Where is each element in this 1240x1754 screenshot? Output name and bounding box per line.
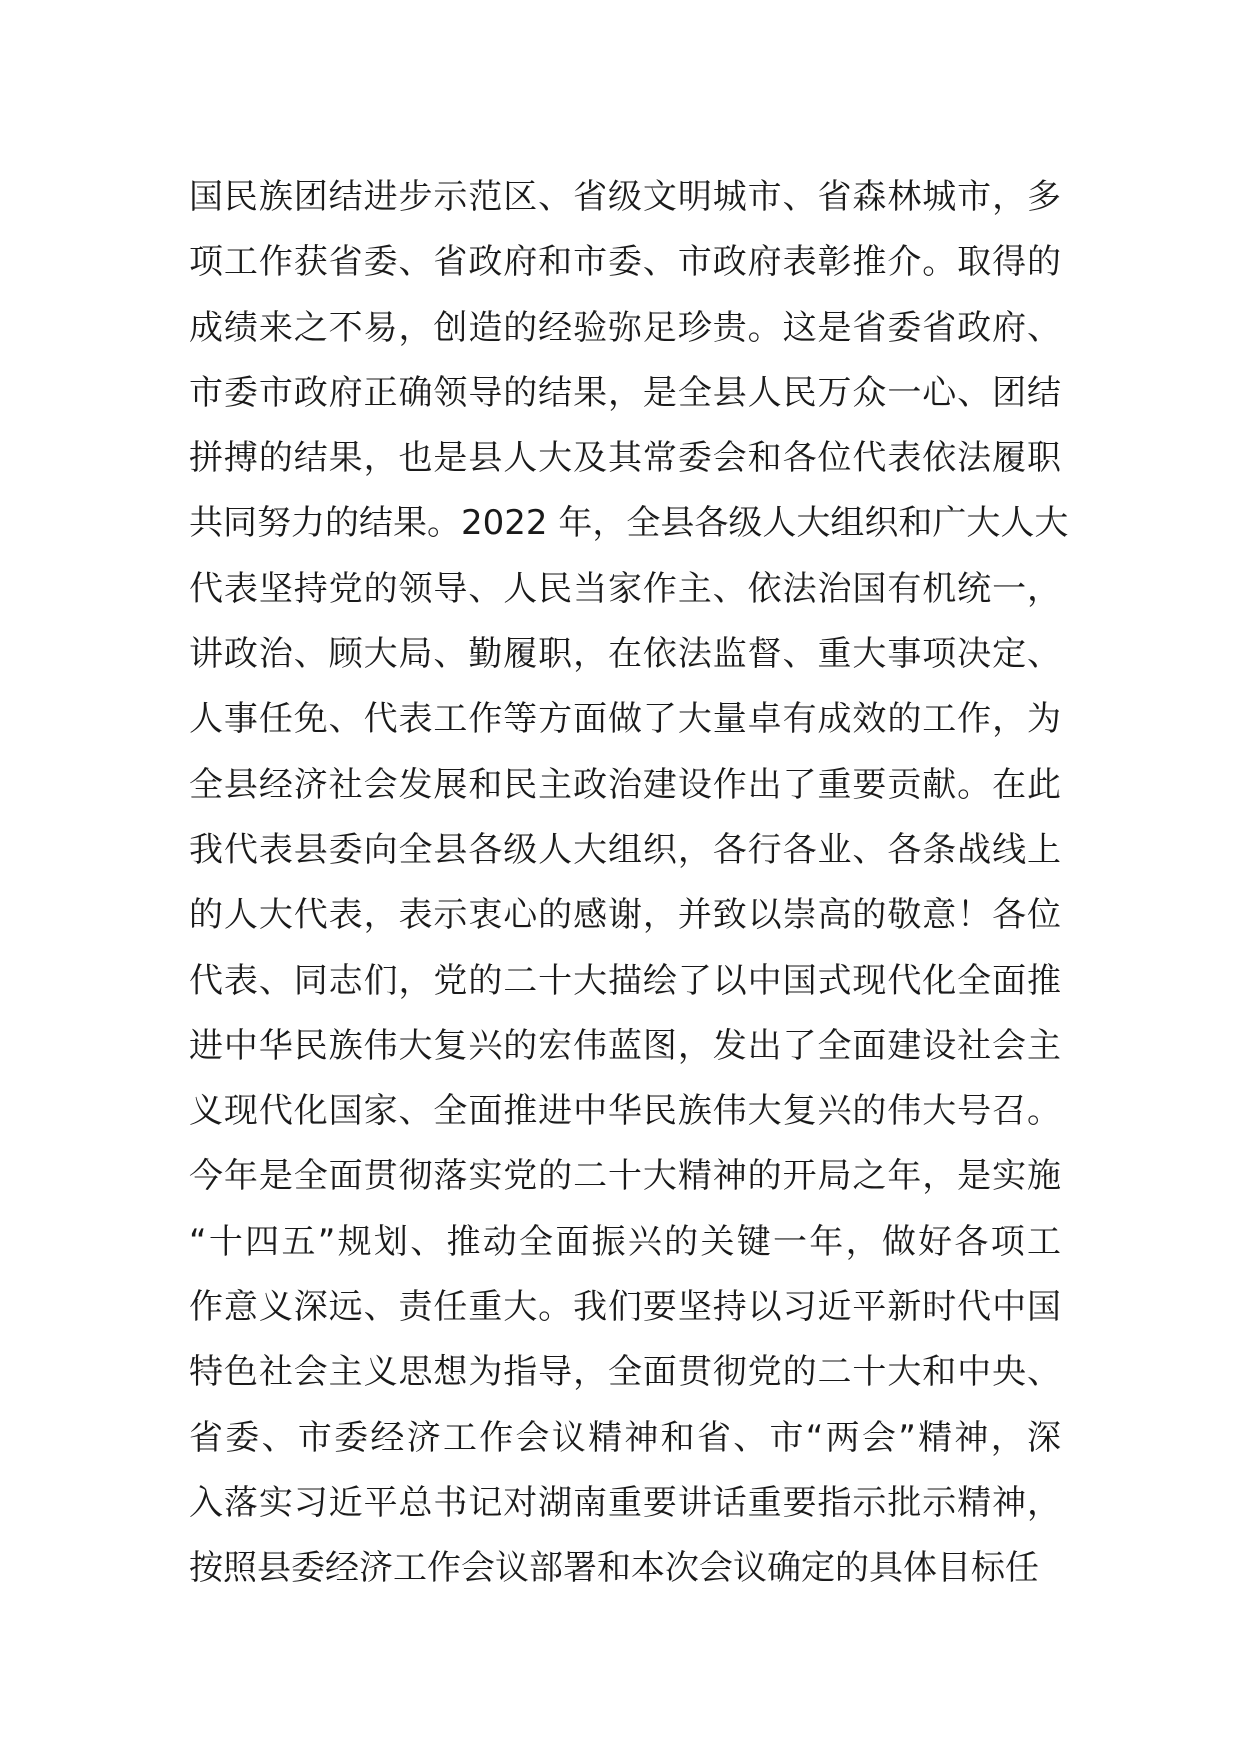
text-line: 人事任免、代表工作等方面做了大量卓有成效的工作，为 xyxy=(189,699,1061,740)
text-line: 的人大代表，表示衷心的感谢，并致以崇高的敬意！各位 xyxy=(189,895,1061,936)
body-text xyxy=(189,165,1069,1602)
text-line: 国民族团结进步示范区、省级文明城市、省森林城市，多 xyxy=(189,177,1061,217)
text-line: 进中华民族伟大复兴的宏伟蓝图，发出了全面建设社会主 xyxy=(189,1025,1061,1066)
text-line: 按照县委经济工作会议部署和本次会议确定的具体目标任 xyxy=(189,1548,1039,1589)
text-line: 共同努力的结果。2022 年，全县各级人大组织和广大人大 xyxy=(189,503,1069,544)
text-line: 省委、市委经济工作会议精神和省、市“两会”精神，深 xyxy=(189,1417,1061,1458)
text-line: 作意义深远、责任重大。我们要坚持以习近平新时代中国 xyxy=(189,1287,1061,1328)
text-line: “十四五”规划、推动全面振兴的关键一年，做好各项工 xyxy=(189,1221,1061,1262)
text-line: 特色社会主义思想为指导，全面贯彻党的二十大和中央、 xyxy=(189,1352,1061,1393)
text-line: 今年是全面贯彻落实党的二十大精神的开局之年，是实施 xyxy=(189,1156,1061,1197)
text-line: 代表、同志们，党的二十大描绘了以中国式现代化全面推 xyxy=(189,960,1061,1001)
text-line: 代表坚持党的领导、人民当家作主、依法治国有机统一， xyxy=(189,568,1061,609)
text-line: 入落实习近平总书记对湖南重要讲话重要指示批示精神， xyxy=(189,1482,1061,1523)
text-line: 拼搏的结果，也是县人大及其常委会和各位代表依法履职 xyxy=(189,438,1061,479)
text-line: 义现代化国家、全面推进中华民族伟大复兴的伟大号召。 xyxy=(189,1091,1061,1132)
text-line: 我代表县委向全县各级人大组织，各行各业、各条战线上 xyxy=(189,829,1061,870)
text-line: 讲政治、顾大局、勤履职，在依法监督、重大事项决定、 xyxy=(189,634,1061,675)
text-line: 全县经济社会发展和民主政治建设作出了重要贡献。在此 xyxy=(189,764,1061,805)
text-line: 项工作获省委、省政府和市委、市政府表彰推介。取得的 xyxy=(189,242,1061,283)
text-line: 市委市政府正确领导的结果，是全县人民万众一心、团结 xyxy=(189,372,1061,413)
text-line: 成绩来之不易，创造的经验弥足珍贵。这是省委省政府、 xyxy=(189,307,1061,348)
